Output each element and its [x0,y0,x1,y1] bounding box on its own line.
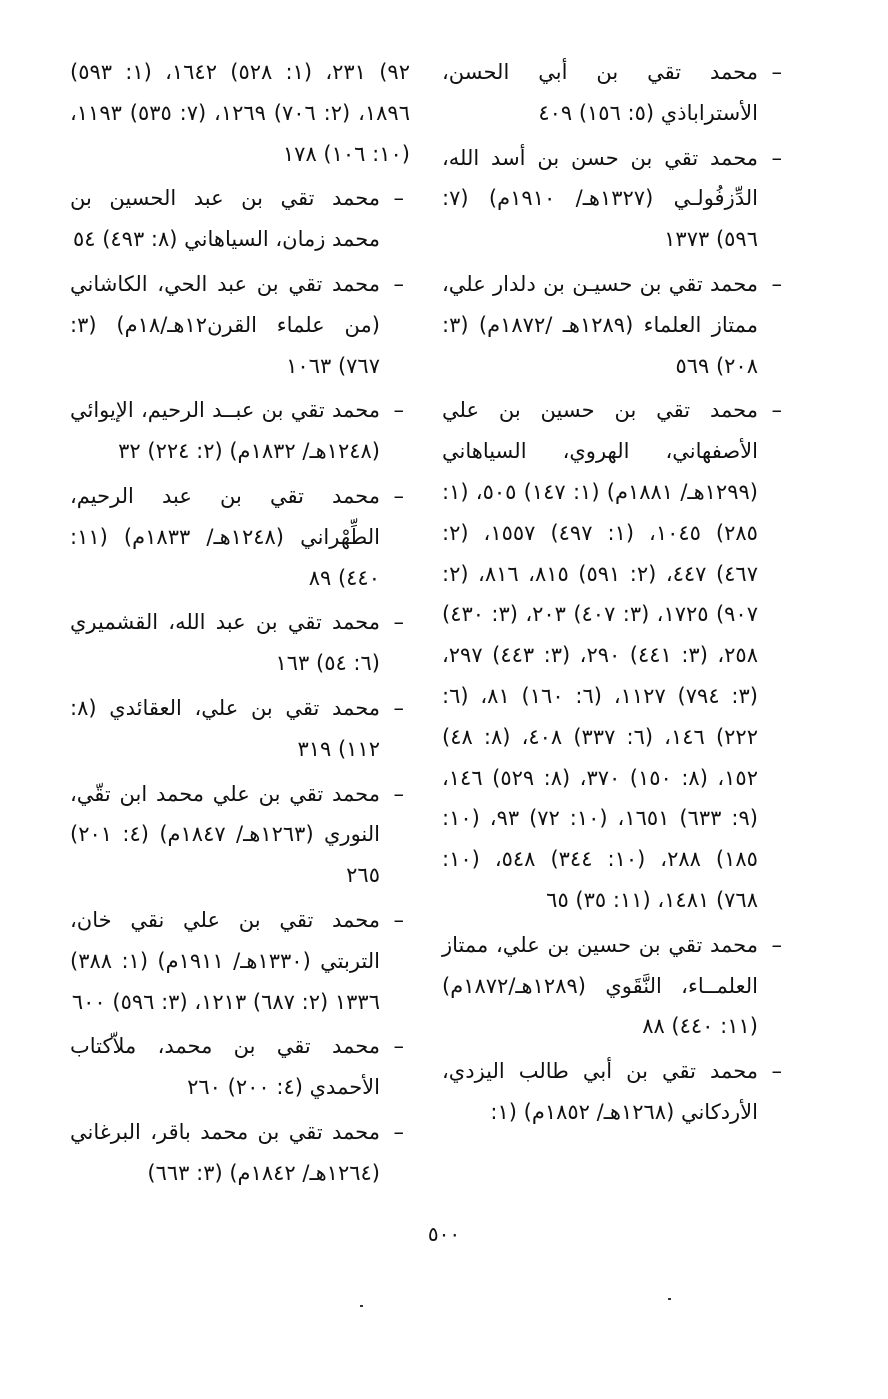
index-entry [442,1051,788,1133]
entry-text: محمد تقي بن حسين بن علي الأصفهاني، الهروي، السياهاني (١٢٩٩هـ/ ١٨٨١م) (١: ١٤٧) ٥٠٥، (١: ٢٨٥) ١٠٤٥، (١: ٤٩٧) ١٥٥٧، (٢: ٤٦٧) ٤٤٧، (٢: ٥٩١) ٨١٥، ٨١٦، (٢: ٩٠٧) ١٧٢٥، (٣: ٤٠٧) ٢٠٣، (٣: ٤٣٠) ٢٥٨، (٣: ٤٤١) ٢٩٠، (٣: ٤٤٣) ٢٩٧، (٣: ٧٩٤) ١١٢٧، (٦: ١٦٠) ٨١، (٦: ٢٢٢) ١٤٦، (٦: ٣٣٧) ٤٠٨، (٨: ٤٨) ١٥٢، (٨: ١٥٠) ٣٧٠، (٨: ٥٢٩) ١٤٦، (٩: ٦٣٣) ١٦٥١، (١٠: ٧٢) ٩٣، (١٠: ١٨٥) ٢٨٨، (١٠: ٣٤٤) ٥٤٨، (١٠: ٧٦٨) ١٤٨١، (١١: ٣٥) ٦٥ [442,398,758,912]
entry-dash: – [393,781,404,806]
entry-dash: – [771,1059,782,1084]
index-entry [442,390,788,920]
index-entry [442,264,788,386]
entry-text: محمد تقي بن أبي طالب اليزدي، الأردكاني (١٢٦٨هـ/ ١٨٥٢م) (١: [442,1059,758,1124]
page-number: ٥٠٠ [427,1222,461,1246]
entry-text: محمد تقي بن محمد باقر، البرغاني (١٢٦٤هـ/ ١٨٤٢م) (٣: ٦٦٣) [70,1119,380,1185]
index-column-left [70,52,410,1198]
entry-text: محمد تقي بن عبد الحسين بن محمد زمان، السياهاني (٨: ٤٩٣) ٥٤ [70,186,380,252]
scan-speck [668,1298,671,1300]
entry-text: محمد تقي بن علي محمد ابن تقّي، النوري (١٢٦٣هـ/ ١٨٤٧م) (٤: ٢٠١) ٢٦٥ [70,781,380,888]
entry-text: محمد تقي بن حسن بن أسد الله، الدِّزفُولـي (١٣٢٧هـ/ ١٩١٠م) (٧: ٥٩٦) ١٣٧٣ [442,145,758,252]
index-entry [70,264,410,386]
scan-speck [360,1305,363,1307]
index-column-right [442,52,788,1137]
entry-dash: – [393,907,404,932]
entry-text: محمد تقي بن محمد، ملاّكتاب الأحمدي (٤: ٢٠٠) ٢٦٠ [70,1034,380,1100]
entry-text: محمد تقي بن عبد الرحيم، الطِّهْراني (١٢٤٨هـ/ ١٨٣٣م) (١١: ٤٤٠) ٨٩ [70,483,380,590]
entry-dash: – [393,1034,404,1059]
entry-text: محمد تقي بن حسيـن بن دلدار علي، ممتاز العلماء (١٢٨٩هـ /١٨٧٢م) (٣: ٢٠٨) ٥٦٩ [442,271,758,378]
entry-dash: – [771,398,782,423]
index-entry [70,178,410,260]
entry-dash: – [771,60,782,84]
index-entry [70,774,410,896]
entry-dash: – [393,398,404,423]
entry-text: محمد تقي بن عبــد الرحيم، الإيوائي (١٢٤٨هـ/ ١٨٣٢م) (٢: ٢٢٤) ٣٢ [70,398,380,464]
entry-dash: – [393,271,404,296]
entry-dash: – [393,610,404,635]
index-entry [70,476,410,598]
entry-dash: – [393,483,404,508]
entry-dash: – [393,186,404,211]
index-entry [70,1026,410,1108]
entry-text: محمد تقي بن أبي الحسن، الأستراباذي (٥: ١٥٦) ٤٠٩ [442,60,758,125]
entry-dash: – [393,1119,404,1144]
entry-dash: – [771,271,782,296]
entry-text: ٩٢) ٢٣١، (١: ٥٢٨) ١٦٤٢، (١: ٥٩٣) ١٨٩٦، (٢: ٧٠٦) ١٢٦٩، (٧: ٥٣٥) ١١٩٣، (١٠: ١٠٦) ١٧٨ [70,60,410,166]
index-entry [70,1112,410,1194]
index-entry [70,602,410,684]
entry-text: محمد تقي بن عبد الحي، الكاشاني (من علماء القرن١٢هـ/١٨م) (٣: ٧٦٧) ١٠٦٣ [70,271,380,378]
entry-text: محمد تقي بن عبد الله، القشميري (٦: ٥٤) ١٦٣ [70,610,380,676]
entry-continuation [70,52,410,174]
index-entry [70,688,410,770]
entry-text: محمد تقي بن علي، العقائدي (٨: ١١٢) ٣١٩ [70,695,380,761]
index-entry [442,138,788,260]
index-entry [70,900,410,1022]
entry-dash: – [771,932,782,957]
entry-dash: – [393,695,404,720]
entry-dash: – [771,145,782,170]
entry-text: محمد تقي بن حسين بن علي، ممتاز العلمــاء، النَّقَوي (١٢٨٩هـ/١٨٧٢م) (١١: ٤٤٠) ٨٨ [442,932,758,1039]
index-entry [70,390,410,472]
index-entry [442,925,788,1047]
entry-text: محمد تقي بن علي نقي خان، التربتي (١٣٣٠هـ/ ١٩١١م) (١: ٣٨٨) ١٣٣٦ (٢: ٦٨٧) ١٢١٣، (٣: ٥٩٦) ٦٠٠ [70,907,380,1014]
index-entry [442,52,788,134]
